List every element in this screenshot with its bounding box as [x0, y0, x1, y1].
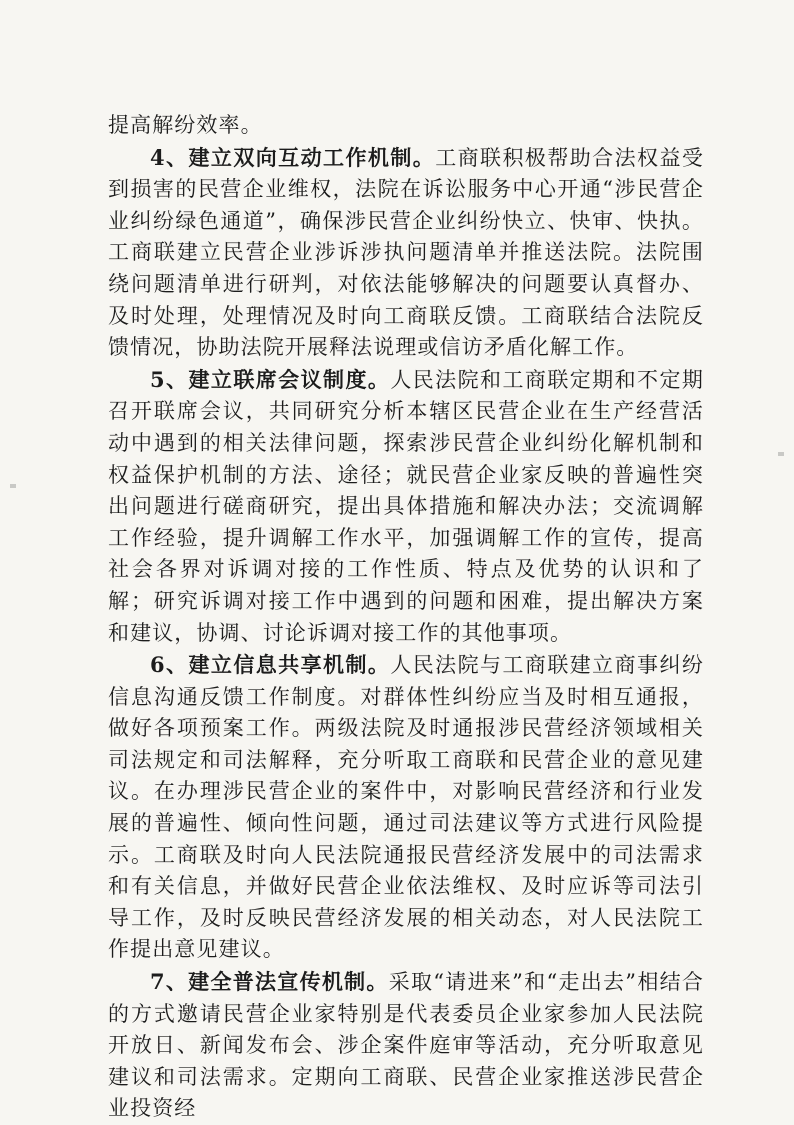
paragraph-heading: 4、建立双向互动工作机制。: [150, 144, 436, 170]
paragraph-heading: 5、建立联席会议制度。: [150, 366, 391, 392]
paragraph-text: 人民法院与工商联建立商事纠纷信息沟通反馈工作制度。对群体性纠纷应当及时相互通报，做好各项预案工作。两级法院及时通报涉民营经济领域相关司法规定和司法解释，充分听取工商联和民营企业的意见建议。在办理涉民营企业的案件中，对影响民营经济和行业发展的普遍性、倾向性问题，通过司法建议等方式进行风险提示。工商联及时向人民法院通报民营经济发展中的司法需求和有关信息，并做好民营企业依法维权、及时应诉等司法引导工作，及时反映民营经济发展的相关动态，对人民法院工作提出意见建议。: [108, 653, 704, 962]
paragraph-item-6: [108, 649, 704, 966]
paragraph-item-5: [108, 364, 704, 649]
paragraph-text: 提高解纷效率。: [108, 113, 263, 137]
document-body: [108, 110, 704, 1125]
paragraph-continuation: [108, 110, 704, 142]
paragraph-heading: 7、建全普法宣传机制。: [150, 969, 389, 995]
scan-speck-left: [10, 484, 16, 488]
paragraph-item-4: [108, 142, 704, 364]
paragraph-heading: 6、建立信息共享机制。: [150, 652, 391, 678]
paragraph-text: 工商联积极帮助合法权益受到损害的民营企业维权，法院在诉讼服务中心开通“涉民营企业纠纷绿色通道”，确保涉民营企业纠纷快立、快审、快执。工商联建立民营企业涉诉涉执问题清单并推送法院。法院围绕问题清单进行研判，对依法能够解决的问题要认真督办、及时处理，处理情况及时向工商联反馈。工商联结合法院反馈情况，协助法院开展释法说理或信访矛盾化解工作。: [108, 145, 704, 360]
paragraph-text: 采取“请进来”和“走出去”相结合的方式邀请民营企业家特别是代表委员企业家参加人民法院开放日、新闻发布会、涉企案件庭审等活动，充分听取意见建议和司法需求。定期向工商联、民营企业家推送涉民营企业投资经: [108, 970, 704, 1121]
scan-speck-right: [778, 452, 784, 456]
paragraph-text: 人民法院和工商联定期和不定期召开联席会议，共同研究分析本辖区民营企业在生产经营活动中遇到的相关法律问题，探索涉民营企业纠纷化解机制和权益保护机制的方法、途径；就民营企业家反映的普遍性突出问题进行磋商研究，提出具体措施和解决办法；交流调解工作经验，提升调解工作水平，加强调解工作的宣传，提高社会各界对诉调对接的工作性质、特点及优势的认识和了解；研究诉调对接工作中遇到的问题和困难，提出解决方案和建议，协调、讨论诉调对接工作的其他事项。: [108, 367, 704, 645]
paragraph-item-7: [108, 966, 704, 1125]
